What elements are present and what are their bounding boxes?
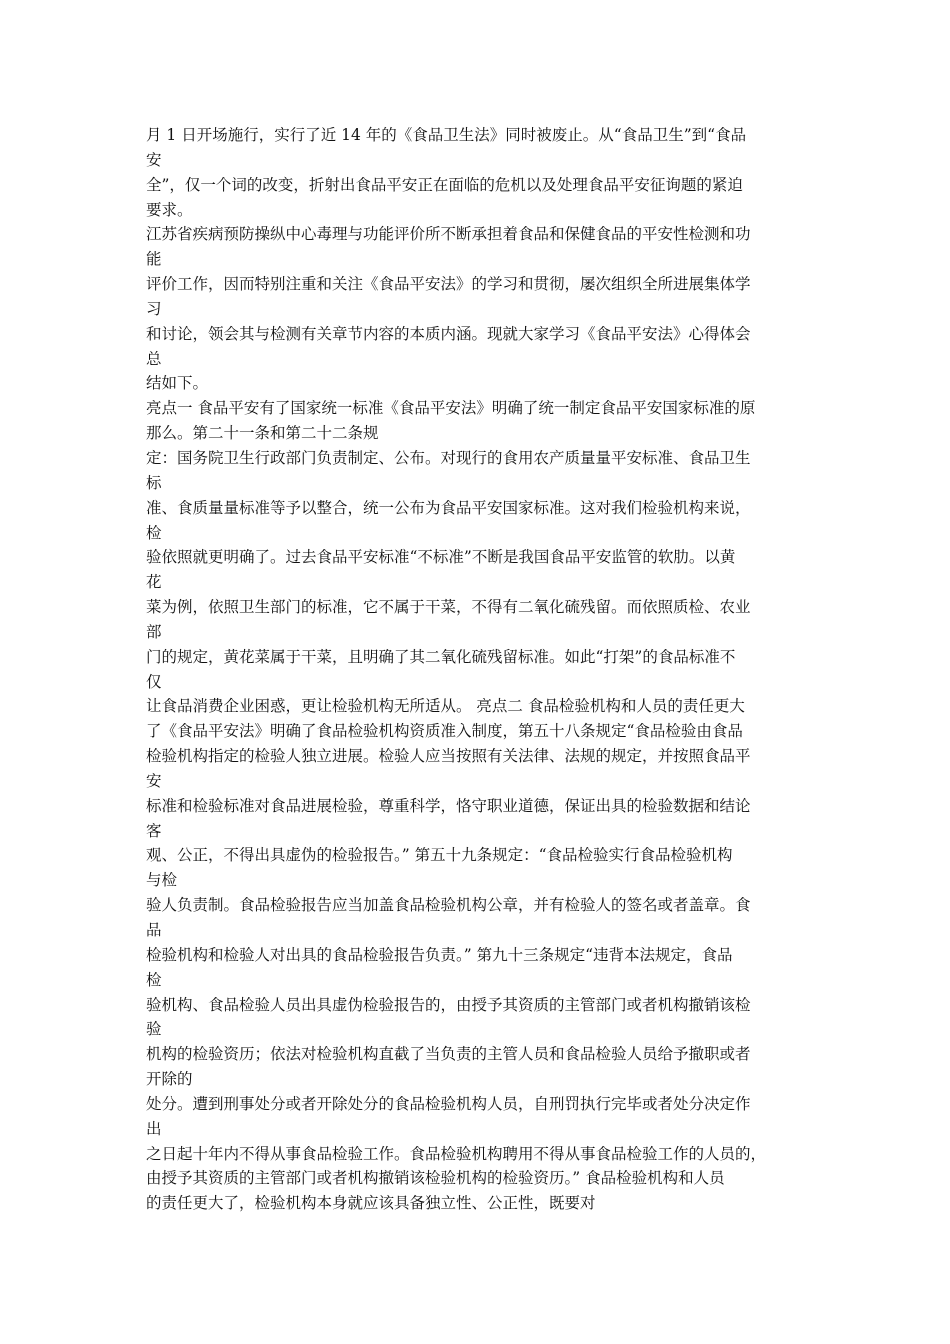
text-line: 安	[146, 771, 162, 790]
text-line: 出	[146, 1119, 162, 1138]
text-line: 检	[146, 970, 162, 989]
text-line: 要求。	[146, 200, 193, 219]
text-line: 让食品消费企业困惑，更让检验机构无所适从。 亮点二 食品检验机构和人员的责任更大	[146, 697, 745, 716]
text-line: 品	[146, 921, 162, 939]
text-line: 标	[146, 473, 162, 492]
text-line: 全”，仅一个词的改变，折射出食品平安正在面临的危机以及处理食品平安征询题的紧迫	[146, 175, 743, 194]
text-line: 验	[146, 1020, 162, 1039]
text-line: 之日起十年内不得从事食品检验工作。食品检验机构聘用不得从事食品检验工作的人员的，	[146, 1144, 767, 1163]
text-line: 客	[146, 821, 162, 840]
document-body	[146, 123, 810, 1216]
text-line: 检验机构指定的检验人独立进展。检验人应当按照有关法律、法规的规定，并按照食品平	[146, 747, 751, 766]
text-line: 总	[146, 349, 162, 368]
text-line: 习	[146, 299, 162, 318]
text-line: 机构的检验资历；依法对检验机构直截了当负责的主管人员和食品检验人员给予撤职或者	[146, 1045, 751, 1064]
text-line: 江苏省疾病预防操纵中心毒理与功能评价所不断承担着食品和保健食品的平安性检测和功	[146, 225, 751, 244]
text-line: 验机构、食品检验人员出具虚伪检验报告的，由授予其资质的主管部门或者机构撤销该检	[146, 995, 751, 1014]
text-line: 了《食品平安法》明确了食品检验机构资质准入制度，第五十八条规定“食品检验由食品	[146, 722, 743, 741]
text-line: 仅	[146, 672, 162, 691]
text-line: 门的规定，黄花菜属于干菜，且明确了其二氧化硫残留标准。如此“打架”的食品标准不	[146, 647, 736, 666]
text-line: 那么。第二十一条和第二十二条规	[146, 424, 379, 443]
text-line: 准、食质量量标准等予以整合，统一公布为食品平安国家标准。这对我们检验机构来说，	[146, 498, 751, 517]
text-line: 定：国务院卫生行政部门负责制定、公布。对现行的食用农产质量量平安标准、食品卫生	[146, 448, 751, 467]
text-line: 观、公正，不得出具虚伪的检验报告。” 第五十九条规定：“食品检验实行食品检验机构	[146, 846, 733, 865]
text-line: 结如下。	[146, 374, 209, 393]
text-line: 菜为例，依照卫生部门的标准，它不属于干菜，不得有二氧化硫残留。而依照质检、农业	[146, 598, 751, 617]
text-line: 检	[146, 523, 162, 542]
text-line: 验人负责制。食品检验报告应当加盖食品检验机构公章，并有检验人的签名或者盖章。食	[146, 896, 751, 915]
text-line: 和讨论，领会其与检测有关章节内容的本质内涵。现就大家学习《食品平安法》心得体会	[146, 324, 751, 343]
text-line: 检验机构和检验人对出具的食品检验报告负责。” 第九十三条规定“违背本法规定，食品	[146, 945, 733, 964]
text-line: 能	[146, 250, 162, 269]
text-line: 的责任更大了，检验机构本身就应该具备独立性、公正性，既要对	[146, 1194, 596, 1213]
text-line: 部	[146, 622, 162, 641]
text-line: 评价工作，因而特别注重和关注《食品平安法》的学习和贯彻，屡次组织全所进展集体学	[146, 275, 751, 294]
text-line: 由授予其资质的主管部门或者机构撤销该检验机构的检验资历。” 食品检验机构和人员	[146, 1169, 725, 1188]
text-line: 安	[146, 150, 162, 169]
text-line: 月 1 日开场施行，实行了近 14 年的《食品卫生法》同时被废止。从“食品卫生”到“食品	[146, 126, 747, 144]
text-line: 验依照就更明确了。过去食品平安标准“不标准”不断是我国食品平安监管的软肋。以黄	[146, 548, 736, 567]
text-line: 开除的	[146, 1070, 193, 1089]
text-line: 亮点一 食品平安有了国家统一标准《食品平安法》明确了统一制定食品平安国家标准的原	[146, 399, 756, 418]
text-line: 与检	[146, 871, 178, 890]
text-line: 标准和检验标准对食品进展检验，尊重科学，恪守职业道德，保证出具的检验数据和结论	[146, 796, 751, 815]
text-line: 花	[146, 573, 162, 592]
text-line: 处分。遭到刑事处分或者开除处分的食品检验机构人员，自刑罚执行完毕或者处分决定作	[146, 1094, 751, 1113]
